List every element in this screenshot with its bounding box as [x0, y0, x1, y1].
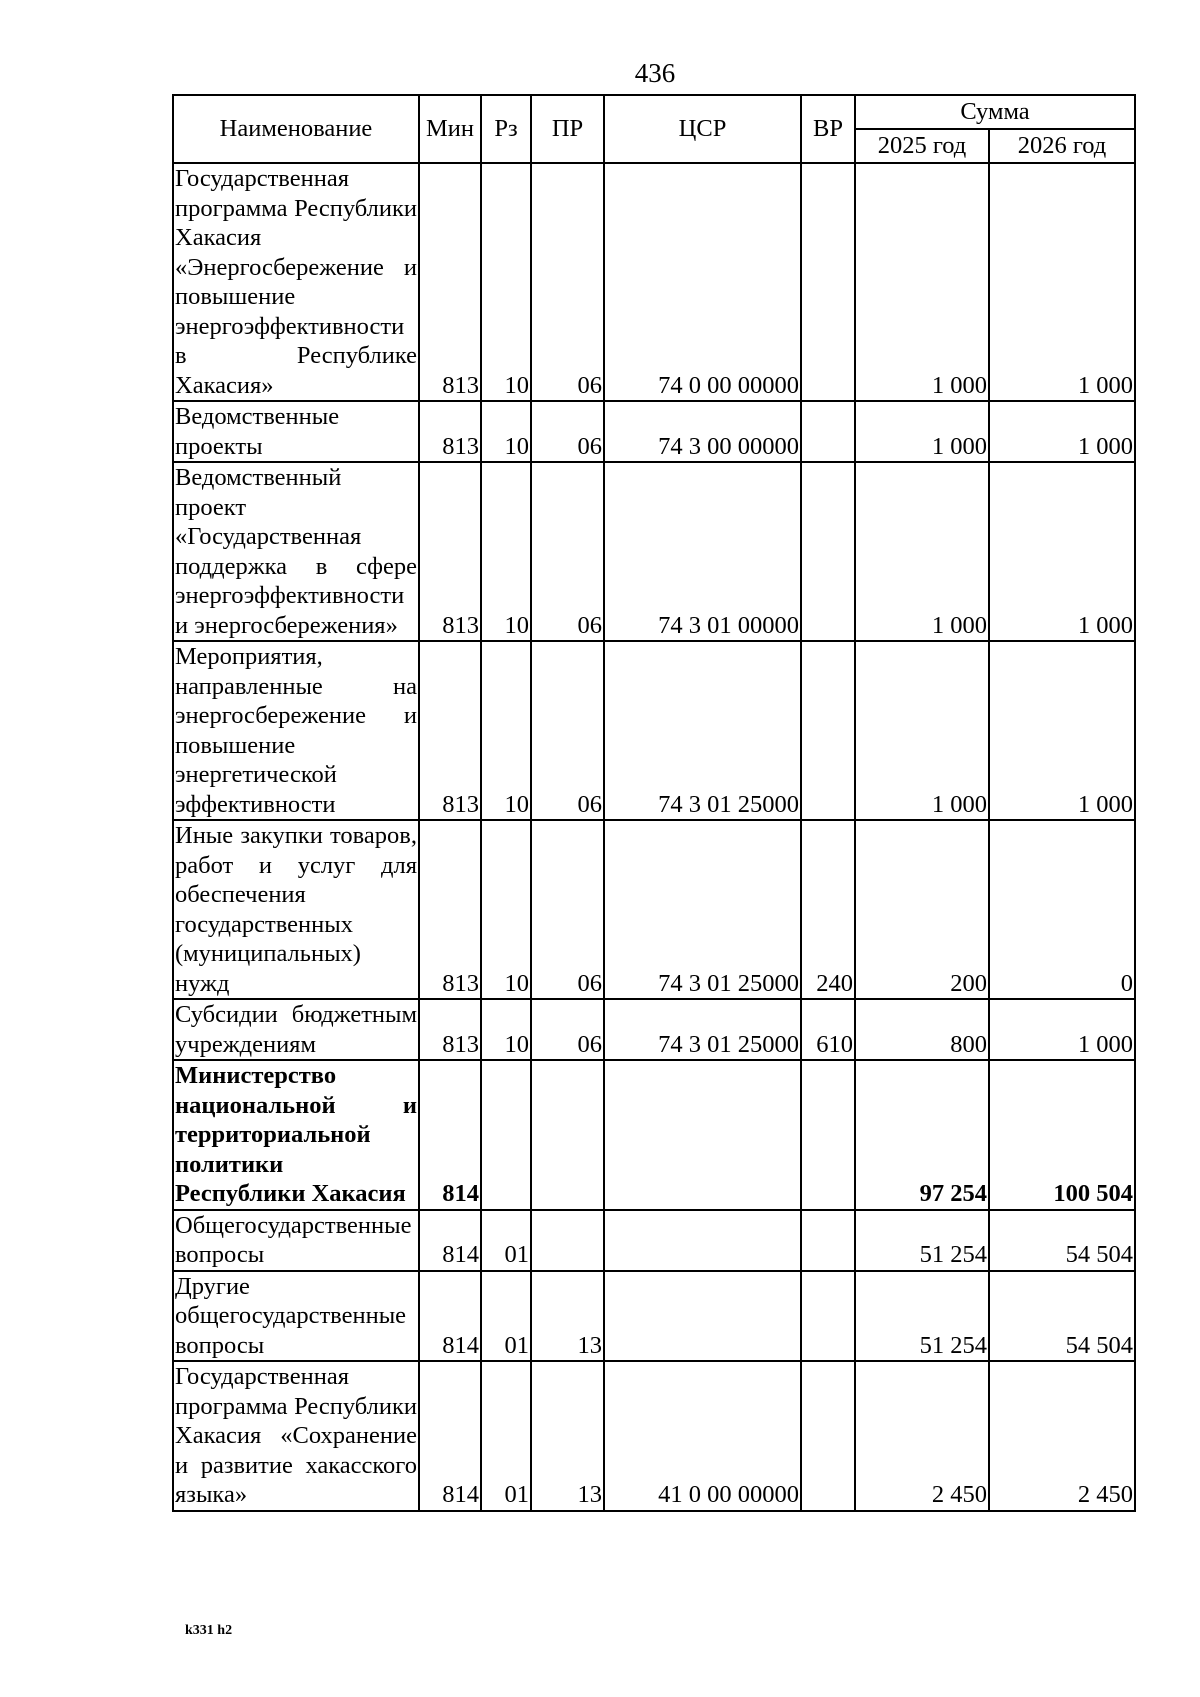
- header-csr: ЦСР: [604, 95, 801, 163]
- row-min: 813: [419, 163, 481, 401]
- row-amount-2026: 1 000: [989, 163, 1135, 401]
- header-year-2025: 2025 год: [855, 129, 989, 163]
- row-rz: 10: [481, 163, 531, 401]
- table-row: [173, 1060, 1135, 1210]
- row-min: 813: [419, 999, 481, 1060]
- row-pr: 06: [531, 163, 604, 401]
- row-min: 813: [419, 462, 481, 641]
- row-amount-2026: 54 504: [989, 1210, 1135, 1271]
- row-amount-2026: 1 000: [989, 999, 1135, 1060]
- row-csr: 74 3 01 25000: [604, 820, 801, 999]
- header-year-2026: 2026 год: [989, 129, 1135, 163]
- row-name: Министерство национальной и территориальной политики Республики Хакасия: [173, 1060, 419, 1210]
- row-name: Общегосударственные вопросы: [173, 1210, 419, 1271]
- row-pr: 13: [531, 1271, 604, 1362]
- row-amount-2026: 1 000: [989, 462, 1135, 641]
- row-vr: [801, 163, 855, 401]
- row-amount-2025: 1 000: [855, 163, 989, 401]
- table-body: [173, 163, 1135, 1511]
- header-pr: ПР: [531, 95, 604, 163]
- page-number: 436: [634, 58, 676, 88]
- row-csr: 74 3 01 25000: [604, 641, 801, 820]
- row-name: Ведомственный проект «Государственная поддержка в сфере энергоэффективности и энергосбережения»: [173, 462, 419, 641]
- row-rz: 10: [481, 462, 531, 641]
- row-amount-2026: 54 504: [989, 1271, 1135, 1362]
- row-vr: 610: [801, 999, 855, 1060]
- row-amount-2026: 100 504: [989, 1060, 1135, 1210]
- table-row: [173, 820, 1135, 999]
- row-amount-2025: 2 450: [855, 1361, 989, 1511]
- row-vr: [801, 641, 855, 820]
- row-min: 813: [419, 401, 481, 462]
- row-pr: 06: [531, 820, 604, 999]
- row-csr: 74 0 00 00000: [604, 163, 801, 401]
- header-name: Наименование: [173, 95, 419, 163]
- row-rz: 01: [481, 1271, 531, 1362]
- table-row: [173, 401, 1135, 462]
- row-min: 814: [419, 1271, 481, 1362]
- row-vr: [801, 1271, 855, 1362]
- row-rz: 10: [481, 401, 531, 462]
- row-csr: 41 0 00 00000: [604, 1361, 801, 1511]
- row-name: Государственная программа Республики Хакасия «Энергосбережение и повышение энергоэффективности в Республике Хакасия»: [173, 163, 419, 401]
- row-amount-2025: 800: [855, 999, 989, 1060]
- row-vr: [801, 1361, 855, 1511]
- header-min: Мин: [419, 95, 481, 163]
- row-pr: 13: [531, 1361, 604, 1511]
- row-amount-2025: 97 254: [855, 1060, 989, 1210]
- row-rz: 01: [481, 1361, 531, 1511]
- header-sum: Сумма: [855, 95, 1135, 129]
- row-rz: 10: [481, 999, 531, 1060]
- row-csr: [604, 1060, 801, 1210]
- row-name: Другие общегосударственные вопросы: [173, 1271, 419, 1362]
- row-vr: [801, 462, 855, 641]
- row-name: Ведомственные проекты: [173, 401, 419, 462]
- row-min: 814: [419, 1361, 481, 1511]
- row-name: Мероприятия, направленные на энергосбережение и повышение энергетической эффективности: [173, 641, 419, 820]
- row-amount-2026: 1 000: [989, 641, 1135, 820]
- table-row: [173, 1210, 1135, 1271]
- header-rz: Рз: [481, 95, 531, 163]
- row-amount-2025: 1 000: [855, 641, 989, 820]
- table-row: [173, 462, 1135, 641]
- row-vr: [801, 1060, 855, 1210]
- row-min: 813: [419, 820, 481, 999]
- row-csr: [604, 1271, 801, 1362]
- table-row: [173, 163, 1135, 401]
- row-name: Субсидии бюджетным учреждениям: [173, 999, 419, 1060]
- row-min: 814: [419, 1060, 481, 1210]
- row-pr: [531, 1060, 604, 1210]
- row-pr: 06: [531, 462, 604, 641]
- row-vr: 240: [801, 820, 855, 999]
- row-amount-2026: 0: [989, 820, 1135, 999]
- row-amount-2025: 51 254: [855, 1210, 989, 1271]
- row-rz: 10: [481, 820, 531, 999]
- row-name: Иные закупки товаров, работ и услуг для обеспечения государственных (муниципальных) нужд: [173, 820, 419, 999]
- row-min: 813: [419, 641, 481, 820]
- row-amount-2025: 51 254: [855, 1271, 989, 1362]
- row-rz: 01: [481, 1210, 531, 1271]
- row-rz: [481, 1060, 531, 1210]
- row-vr: [801, 401, 855, 462]
- table-row: [173, 1271, 1135, 1362]
- table-row: [173, 999, 1135, 1060]
- row-amount-2025: 1 000: [855, 401, 989, 462]
- row-pr: 06: [531, 641, 604, 820]
- footer-code: k331 h2: [185, 1623, 233, 1638]
- row-amount-2025: 200: [855, 820, 989, 999]
- row-amount-2025: 1 000: [855, 462, 989, 641]
- row-csr: 74 3 01 25000: [604, 999, 801, 1060]
- row-pr: 06: [531, 999, 604, 1060]
- row-vr: [801, 1210, 855, 1271]
- row-name: Государственная программа Республики Хакасия «Сохранение и развитие хакасского языка»: [173, 1361, 419, 1511]
- header-vr: ВР: [801, 95, 855, 163]
- row-amount-2026: 2 450: [989, 1361, 1135, 1511]
- row-pr: 06: [531, 401, 604, 462]
- row-min: 814: [419, 1210, 481, 1271]
- table-row: [173, 641, 1135, 820]
- table-row: [173, 1361, 1135, 1511]
- row-csr: 74 3 01 00000: [604, 462, 801, 641]
- budget-table: [172, 94, 1136, 1512]
- row-rz: 10: [481, 641, 531, 820]
- row-csr: 74 3 00 00000: [604, 401, 801, 462]
- row-pr: [531, 1210, 604, 1271]
- row-csr: [604, 1210, 801, 1271]
- row-amount-2026: 1 000: [989, 401, 1135, 462]
